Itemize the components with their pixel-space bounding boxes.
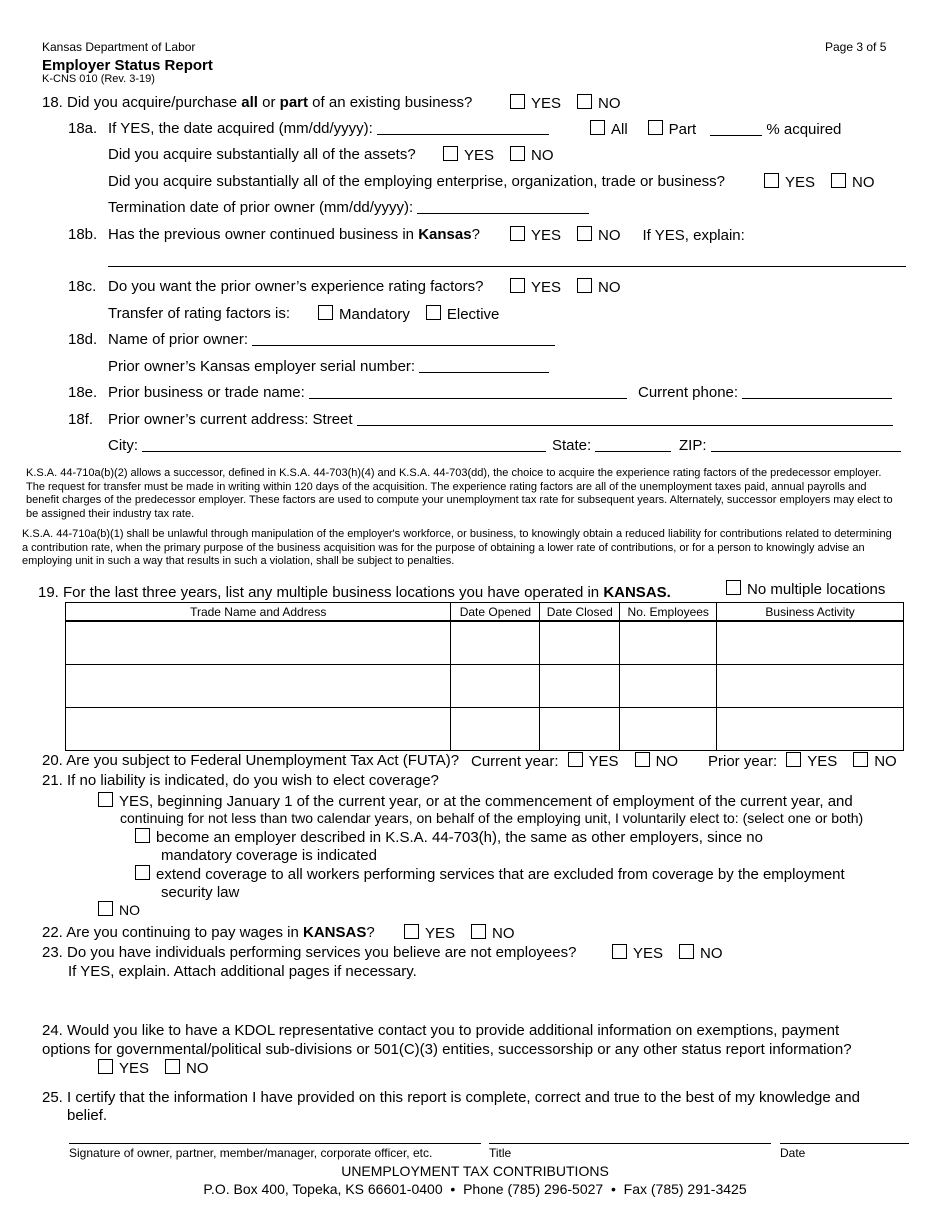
q18d-number: 18d. (68, 331, 98, 348)
elective-checkbox[interactable] (426, 305, 441, 320)
table-row (66, 621, 904, 665)
col-business-activity: Business Activity (717, 603, 904, 622)
q20-current-year-options[interactable]: Current year: YES NO (471, 753, 679, 770)
col-date-opened: Date Opened (451, 603, 540, 622)
title-line[interactable] (489, 1143, 771, 1144)
form-title: Employer Status Report (42, 57, 213, 74)
table-row (66, 665, 904, 708)
extend-coverage-checkbox[interactable] (135, 865, 150, 880)
q18a-percent-field[interactable] (710, 122, 762, 136)
state-field[interactable]: State: (552, 437, 671, 454)
no-multiple-locations-option[interactable]: No multiple locations (726, 580, 885, 598)
q24-question-line1: 24. Would you like to have a KDOL representative contact you to provide additional information on exemptions, payment (42, 1022, 840, 1039)
q21-no-option[interactable]: NO (98, 901, 140, 918)
statute-penalty-text: K.S.A. 44-710a(b)(1) shall be unlawful through manipulation of the employer's workforce, or business, to knowingly obtain a reduced liability for contributions related to determining a contribution rate, when the primary purpose of the business acquisition was for the purpose of obtaining a lower rate of contributions, or for a person to knowingly advise an employing unit in such a way that results in such a violation, shall be subject to penalties. (22, 528, 892, 567)
q21-yes-continued: continuing for not less than two calendar years, on behalf of the employing unit, I voluntarily elect to: (select one or both) (120, 810, 864, 826)
q18a-all-part-options[interactable]: All Part % acquired (590, 120, 841, 138)
trade-name-field[interactable]: Prior business or trade name: (108, 384, 627, 401)
statute-successor-text: K.S.A. 44-710a(b)(2) allows a successor, defined in K.S.A. 44-703(h)(4) and K.S.A. 44-703(dd), the choice to acquire the experience rating factors of the predecessor employer. The request for transfer must be made in writing within 120 days of the acquisition. The experience rating factors are all of the unemployment taxes paid, annual payrolls and benefit charges of the predecessor employer. These factors are used to compute your unemployment tax rate for subsequent years. Alternately, successor employers may elect to be assigned their industry tax rate. (26, 467, 893, 520)
futa-current-no-checkbox[interactable] (635, 752, 650, 767)
zip-field[interactable]: ZIP: (679, 437, 901, 454)
q18c-question: Do you want the prior owner’s experience rating factors? (108, 278, 484, 295)
q20-question: 20. Are you subject to Federal Unemployment Tax Act (FUTA)? (42, 752, 460, 769)
q23-explain-instruction: If YES, explain. Attach additional pages if necessary. (68, 963, 417, 980)
q23-no-checkbox[interactable] (679, 944, 694, 959)
q18c-options[interactable]: YES NO (510, 278, 621, 296)
q18c-no-checkbox[interactable] (577, 278, 592, 293)
q21-yes-option[interactable]: YES, beginning January 1 of the current year, or at the commencement of employment of the current year, and (98, 792, 853, 810)
q21-no-checkbox[interactable] (98, 901, 113, 916)
q21-option-extend-continued: security law (161, 884, 240, 901)
q24-no-checkbox[interactable] (165, 1059, 180, 1074)
q18a-assets-question: Did you acquire substantially all of the assets? (108, 146, 416, 163)
q18b-yes-checkbox[interactable] (510, 226, 525, 241)
col-date-closed: Date Closed (540, 603, 620, 622)
q18b-options[interactable]: YES NO If YES, explain: (510, 226, 745, 244)
q21-option-employer[interactable]: become an employer described in K.S.A. 44-703(h), the same as other employers, since no (135, 828, 763, 846)
q18a-number: 18a. (68, 120, 98, 137)
futa-current-yes-checkbox[interactable] (568, 752, 583, 767)
title-label: Title (489, 1146, 512, 1160)
q18c-yes-checkbox[interactable] (510, 278, 525, 293)
q21-question: 21. If no liability is indicated, do you wish to elect coverage? (42, 772, 439, 789)
q18f-number: 18f. (68, 411, 94, 428)
q22-options[interactable]: YES NO (404, 924, 515, 942)
q23-options[interactable]: YES NO (612, 944, 723, 962)
enterprise-no-checkbox[interactable] (831, 173, 846, 188)
transfer-options[interactable]: Mandatory Elective (318, 305, 499, 323)
q18a-enterprise-options[interactable]: YES NO (764, 173, 875, 191)
q18-yes-checkbox[interactable] (510, 94, 525, 109)
signature-line[interactable] (69, 1143, 481, 1144)
date-label: Date (780, 1146, 806, 1160)
q18c-number: 18c. (68, 278, 97, 295)
q18-no-checkbox[interactable] (577, 94, 592, 109)
q18a-date-field[interactable]: If YES, the date acquired (mm/dd/yyyy): (108, 120, 549, 137)
col-num-employees: No. Employees (620, 603, 717, 622)
q23-yes-checkbox[interactable] (612, 944, 627, 959)
q21-option-employer-continued: mandatory coverage is indicated (161, 847, 377, 864)
q23-question: 23. Do you have individuals performing services you believe are not employees? (42, 944, 577, 961)
q18a-all-checkbox[interactable] (590, 120, 605, 135)
q25-certification-line2: belief. (67, 1107, 108, 1124)
futa-prior-no-checkbox[interactable] (853, 752, 868, 767)
futa-prior-yes-checkbox[interactable] (786, 752, 801, 767)
table-row (66, 708, 904, 751)
col-trade-name: Trade Name and Address (66, 603, 451, 622)
q18a-enterprise-question: Did you acquire substantially all of the employing enterprise, organization, trade or business? (108, 173, 726, 190)
q24-question-line2: options for governmental/political sub-divisions or 501(C)(3) entities, successorship or any other status report information? (42, 1041, 852, 1058)
q20-prior-year-options[interactable]: Prior year: YES NO (708, 753, 897, 770)
city-field[interactable]: City: (108, 437, 546, 454)
q21-option-extend[interactable]: extend coverage to all workers performing services that are excluded from coverage by the employment (135, 865, 845, 883)
agency-name: Kansas Department of Labor (42, 40, 196, 54)
prior-owner-name-field[interactable]: Name of prior owner: (108, 331, 555, 348)
q18-question: 18. Did you acquire/purchase all or part of an existing business? (42, 94, 473, 111)
serial-number-field[interactable]: Prior owner’s Kansas employer serial number: (108, 358, 549, 375)
q22-question: 22. Are you continuing to pay wages in KANSAS? (42, 924, 375, 941)
q18b-no-checkbox[interactable] (577, 226, 592, 241)
date-line[interactable] (780, 1143, 909, 1144)
q21-yes-checkbox[interactable] (98, 792, 113, 807)
q18b-question: Has the previous owner continued business in Kansas? (108, 226, 480, 243)
q18a-part-checkbox[interactable] (648, 120, 663, 135)
street-field[interactable]: Prior owner’s current address: Street (108, 411, 893, 428)
page-number: Page 3 of 5 (825, 40, 887, 54)
q18b-number: 18b. (68, 226, 98, 243)
assets-no-checkbox[interactable] (510, 146, 525, 161)
q24-options[interactable]: YES NO (98, 1059, 209, 1077)
q18a-assets-options[interactable]: YES NO (443, 146, 554, 164)
q22-no-checkbox[interactable] (471, 924, 486, 939)
q19-question: 19. For the last three years, list any multiple business locations you have operated in KANSAS. (38, 584, 671, 601)
form-id: K-CNS 010 (Rev. 3-19) (42, 73, 155, 85)
signature-label: Signature of owner, partner, member/manager, corporate officer, etc. (69, 1146, 433, 1160)
q18b-explain-line[interactable] (108, 266, 906, 267)
mandatory-checkbox[interactable] (318, 305, 333, 320)
current-phone-field[interactable]: Current phone: (638, 384, 892, 401)
q18e-number: 18e. (68, 384, 98, 401)
footer-contact: P.O. Box 400, Topeka, KS 66601-0400 • Phone (785) 296-5027 • Fax (785) 291-3425 (203, 1181, 747, 1197)
q24-yes-checkbox[interactable] (98, 1059, 113, 1074)
q25-certification-line1: 25. I certify that the information I have provided on this report is complete, correct and true to the best of my knowledge and (42, 1089, 860, 1106)
q18-yes-option[interactable]: YES NO (510, 94, 621, 112)
termination-date-field[interactable]: Termination date of prior owner (mm/dd/yyyy): (108, 199, 589, 216)
assets-yes-checkbox[interactable] (443, 146, 458, 161)
business-locations-table (65, 602, 904, 751)
become-employer-checkbox[interactable] (135, 828, 150, 843)
transfer-label: Transfer of rating factors is: (108, 305, 291, 322)
footer-department: UNEMPLOYMENT TAX CONTRIBUTIONS (341, 1163, 609, 1179)
q22-yes-checkbox[interactable] (404, 924, 419, 939)
no-multiple-locations-checkbox[interactable] (726, 580, 741, 595)
enterprise-yes-checkbox[interactable] (764, 173, 779, 188)
